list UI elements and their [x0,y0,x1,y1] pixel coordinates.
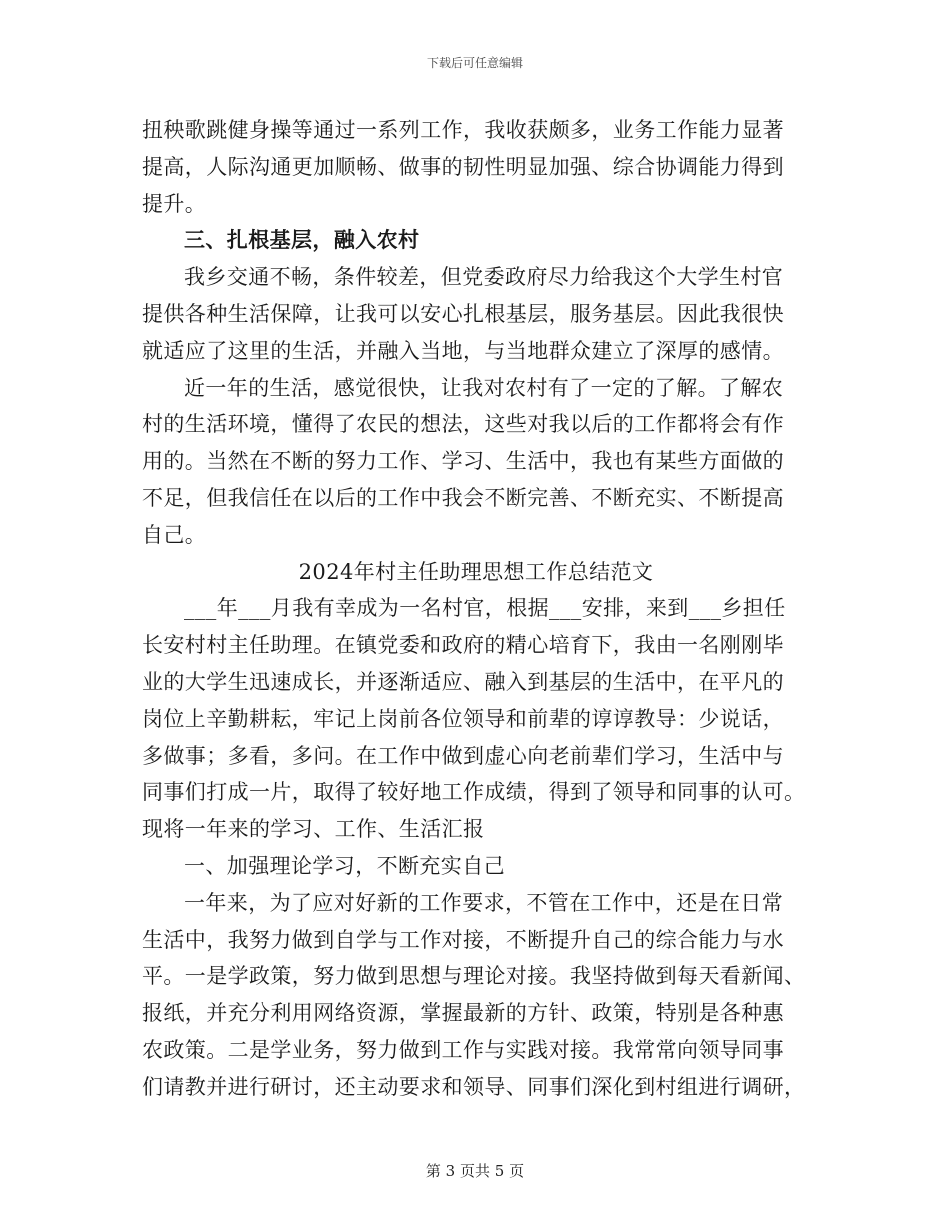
page-footer: 第 3 页共 5 页 [425,1162,525,1180]
document-body [142,112,810,1106]
section-heading: 一、加强理论学习，不断充实自己 [184,853,505,878]
document-title: 2024年村主任助理思想工作总结范文 [298,559,654,584]
paragraph-line: 就适应了这里的生活，并融入当地，与当地群众建立了深厚的感情。 [142,338,784,363]
paragraph-line: 生活中，我努力做到自学与工作对接，不断提升自己的综合能力与水 [142,927,784,952]
paragraph-line: 平。一是学政策，努力做到思想与理论对接。我坚持做到每天看新闻、 [142,964,806,989]
paragraph-line: ___年___月我有幸成为一名村官，根据___安排，来到___乡担任 [184,596,786,621]
page-header: 下载后可任意编辑 [426,56,523,70]
paragraph-line: 自己。 [142,522,207,547]
paragraph-line: 提供各种生活保障，让我可以安心扎根基层，服务基层。因此我很快 [142,301,784,326]
paragraph-line: 我乡交通不畅，条件较差，但党委政府尽力给我这个大学生村官 [184,265,784,290]
paragraph-line: 近一年的生活，感觉很快，让我对农村有了一定的了解。了解农 [184,375,784,400]
paragraph-line: 同事们打成一片，取得了较好地工作成绩，得到了领导和同事的认可。 [142,780,806,805]
paragraph-line: 一年来，为了应对好新的工作要求，不管在工作中，还是在日常 [184,890,784,915]
paragraph-line: 现将一年来的学习、工作、生活汇报 [142,817,485,842]
paragraph-line: 农政策。二是学业务，努力做到工作与实践对接。我常常向领导同事 [142,1037,784,1062]
paragraph-line: 扭秧歌跳健身操等通过一系列工作，我收获颇多，业务工作能力显著 [142,118,784,142]
paragraph-line: 长安村村主任助理。在镇党委和政府的精心培育下，我由一名刚刚毕 [142,633,784,658]
paragraph-line: 业的大学生迅速成长，并逐渐适应、融入到基层的生活中，在平凡的 [142,669,784,694]
section-heading: 三、扎根基层，融入农村 [184,227,420,253]
paragraph-line: 用的。当然在不断的努力工作、学习、生活中，我也有某些方面做的 [142,449,784,474]
paragraph-line: 们请教并进行研讨，还主动要求和领导、同事们深化到村组进行调研， [142,1074,806,1099]
paragraph-line: 报纸，并充分利用网络资源，掌握最新的方针、政策，特别是各种惠 [142,1001,784,1026]
paragraph-line: 岗位上辛勤耕耘，牢记上岗前各位领导和前辈的谆谆教导：少说话， [142,706,784,731]
paragraph-line: 提升。 [142,191,207,216]
paragraph-line: 不足，但我信任在以后的工作中我会不断完善、不断充实、不断提高 [142,485,784,510]
paragraph-line: 提高，人际沟通更加顺畅、做事的韧性明显加强、综合协调能力得到 [142,154,784,179]
paragraph-line: 多做事；多看，多问。在工作中做到虚心向老前辈们学习，生活中与 [142,743,784,768]
paragraph-line: 村的生活环境，懂得了农民的想法，这些对我以后的工作都将会有作 [142,412,784,437]
